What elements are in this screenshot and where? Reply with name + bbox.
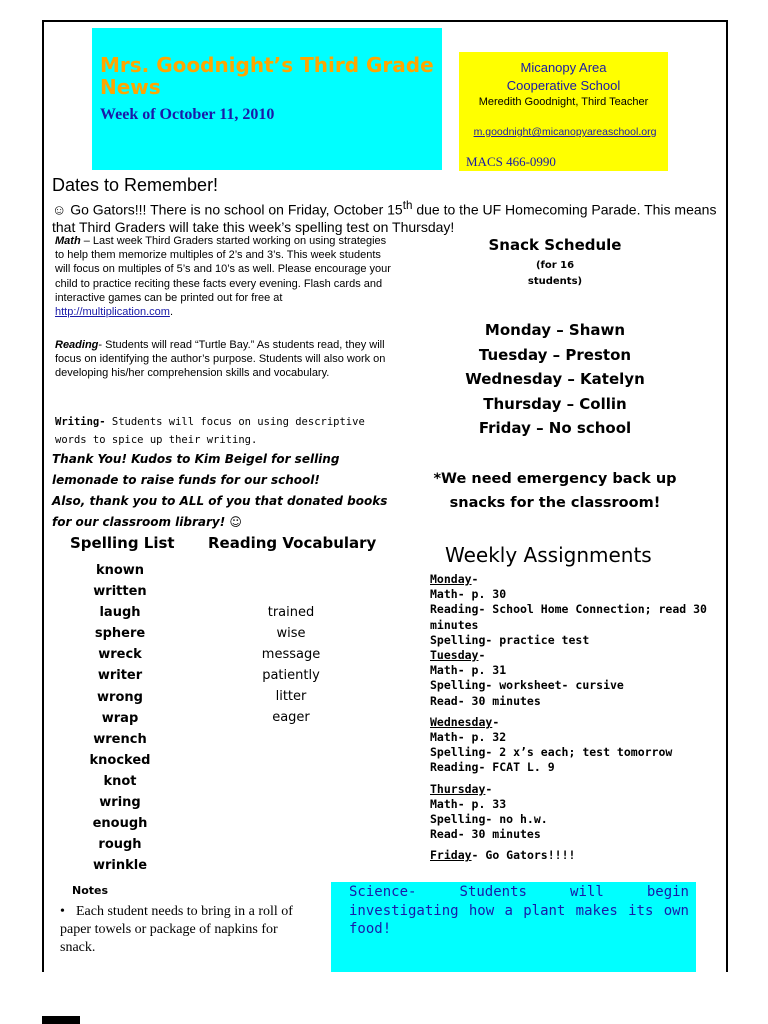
assignment-day-friday: Friday- Go Gators!!!! <box>430 848 576 863</box>
spelling-word: wreck <box>98 647 142 663</box>
assignment-line: Spelling- no h.w. <box>430 812 548 827</box>
title-box <box>92 28 442 170</box>
math-label: Math <box>55 235 81 247</box>
thank-you-line2: Also, thank you to ALL of you that donated books for our classroom library! ☺ <box>52 494 388 529</box>
smiley-icon: ☺ <box>52 201 67 218</box>
spelling-word: enough <box>92 816 148 832</box>
snack-day: Friday – No school <box>478 419 632 437</box>
dates-text <box>52 197 732 236</box>
day-label: Thursday <box>430 781 486 796</box>
school-name-line1: Micanopy Area <box>520 60 607 75</box>
assignment-day-tuesday: Tuesday- <box>430 648 486 663</box>
school-phone: MACS 466-0990 <box>466 154 556 169</box>
spelling-word: sphere <box>94 626 146 642</box>
math-text: – Last week Third Graders started working on using strategies to help them memorize multiples of 2’s and 3’s. This week students will focus on multiples of 5’s and 10’s as well. Please encourage your child to practice reciting these facts every evening. Flash cards and interactive games can be printed out for free at <box>55 235 391 304</box>
spelling-word: wrinkle <box>92 858 148 874</box>
assignment-line: Spelling- 2 x’s each; test tomorrow <box>430 745 673 760</box>
dates-sup: th <box>402 199 413 212</box>
assignment-line: Read- 30 minutes <box>430 827 541 842</box>
snack-day: Tuesday – Preston <box>478 345 632 364</box>
spelling-word: rough <box>98 837 142 853</box>
assignment-line: Spelling- practice test <box>430 632 590 647</box>
assignment-line: Reading- School Home Connection; read 30 minutes <box>430 602 707 632</box>
reading-label: Reading <box>55 339 99 351</box>
snack-days <box>440 318 670 441</box>
spelling-heading: Spelling List <box>70 534 175 552</box>
assignment-line: Read- 30 minutes <box>430 693 541 708</box>
assignment-line: Reading- FCAT L. 9 <box>430 760 555 775</box>
vocabulary-word: trained <box>267 605 315 620</box>
week-date: Week of October 11, 2010 <box>100 106 275 123</box>
friday-text: Go Gators!!!! <box>478 848 576 863</box>
math-end: . <box>169 306 173 319</box>
day-label: Tuesday <box>430 648 479 663</box>
snack-sub-line2: students) <box>527 276 583 287</box>
notes-heading: Notes <box>72 884 109 897</box>
reading-text: - Students will read “Turtle Bay.” As students read, they will focus on identifying the author’s purpose. Students will also work on developing his/her comprehension skills and vocabulary. <box>55 339 386 380</box>
school-name-line2: Cooperative School <box>506 78 621 93</box>
spelling-word: laugh <box>99 605 141 621</box>
assignment-line: Math- p. 32 <box>430 730 507 745</box>
assignment-line: Spelling- worksheet- cursive <box>430 678 624 693</box>
notes-item <box>60 903 310 957</box>
dates-text-part1: Go Gators!!! There is no school on Friday, October 15 <box>70 201 403 218</box>
spelling-word: knocked <box>89 752 151 768</box>
assignment-day-wednesday: Wednesday- <box>430 714 500 729</box>
assignment-line: Math- p. 30 <box>430 587 507 602</box>
thank-you-line1: Thank You! Kudos to Kim Beigel for selling lemonade to raise funds for our school! <box>52 452 340 487</box>
assignments-heading: Weekly Assignments <box>445 543 652 567</box>
school-name <box>459 59 668 95</box>
thank-you-note <box>52 449 392 533</box>
assignment-day-thursday: Thursday- <box>430 781 493 796</box>
border-right <box>726 20 728 972</box>
spelling-word: wrap <box>101 710 139 726</box>
teacher-name: Meredith Goodnight, Third Teacher <box>478 96 649 108</box>
spelling-word: wrench <box>93 731 147 747</box>
teacher-email-link[interactable]: m.goodnight@micanopyareaschool.org <box>473 126 657 138</box>
vocabulary-word: litter <box>275 689 307 705</box>
vocabulary-list <box>250 602 332 729</box>
border-top <box>42 20 728 22</box>
spelling-word: knot <box>103 773 137 789</box>
snack-day: Wednesday – Katelyn <box>465 370 645 388</box>
assignment-day-monday: Monday- <box>430 572 479 586</box>
dates-text-part2: due to the UF Homecoming Parade. This means that Third Graders will take this week’s spelling test on Thursday! <box>52 201 717 235</box>
spelling-word: wrong <box>97 689 143 705</box>
science-text: Science- Students will begin investigating how a plant makes its own food! <box>349 884 689 937</box>
snack-subheading <box>440 258 670 290</box>
dates-heading: Dates to Remember! <box>52 175 219 195</box>
snack-day: Thursday – Collin <box>483 394 627 413</box>
assignments-list <box>430 572 720 864</box>
vocabulary-word: patiently <box>262 668 320 684</box>
emergency-snack-note: *We need emergency back up snacks for the classroom! <box>433 471 677 511</box>
bullet-icon: • <box>60 904 65 919</box>
day-label: Friday <box>430 848 472 863</box>
snack-day: Monday – Shawn <box>484 321 626 339</box>
notes-text: Each student needs to bring in a roll of paper towels or package of napkins for snack. <box>60 904 293 955</box>
day-label: Wednesday <box>430 714 493 729</box>
assignment-line: Math- p. 31 <box>430 663 507 678</box>
reading-section <box>55 338 395 381</box>
spelling-word: known <box>95 563 145 578</box>
vocabulary-word: wise <box>276 626 306 642</box>
multiplication-link[interactable]: http://multiplication.com <box>55 306 170 319</box>
spelling-word: writer <box>97 668 143 684</box>
spelling-word: wring <box>99 795 141 811</box>
vocabulary-word: message <box>261 647 321 663</box>
snack-heading: Snack Schedule <box>488 236 622 254</box>
assignment-line: Math- p. 33 <box>430 796 507 811</box>
spelling-word: written <box>93 584 147 600</box>
writing-label: Writing- <box>55 416 106 428</box>
snack-sub-line1: (for 16 <box>535 260 575 271</box>
newsletter-title: Mrs. Goodnight’s Third Grade News <box>100 53 434 99</box>
math-section <box>55 234 395 319</box>
vocabulary-word: eager <box>272 710 310 726</box>
writing-section <box>55 413 400 449</box>
day-label: Monday <box>430 572 472 586</box>
vocabulary-heading: Reading Vocabulary <box>208 534 377 552</box>
spelling-list <box>80 560 160 876</box>
writing-text: Students will focus on using descriptive words to spice up their writing. <box>55 416 365 446</box>
page-corner-mark <box>42 1016 80 1024</box>
border-left <box>42 20 44 972</box>
